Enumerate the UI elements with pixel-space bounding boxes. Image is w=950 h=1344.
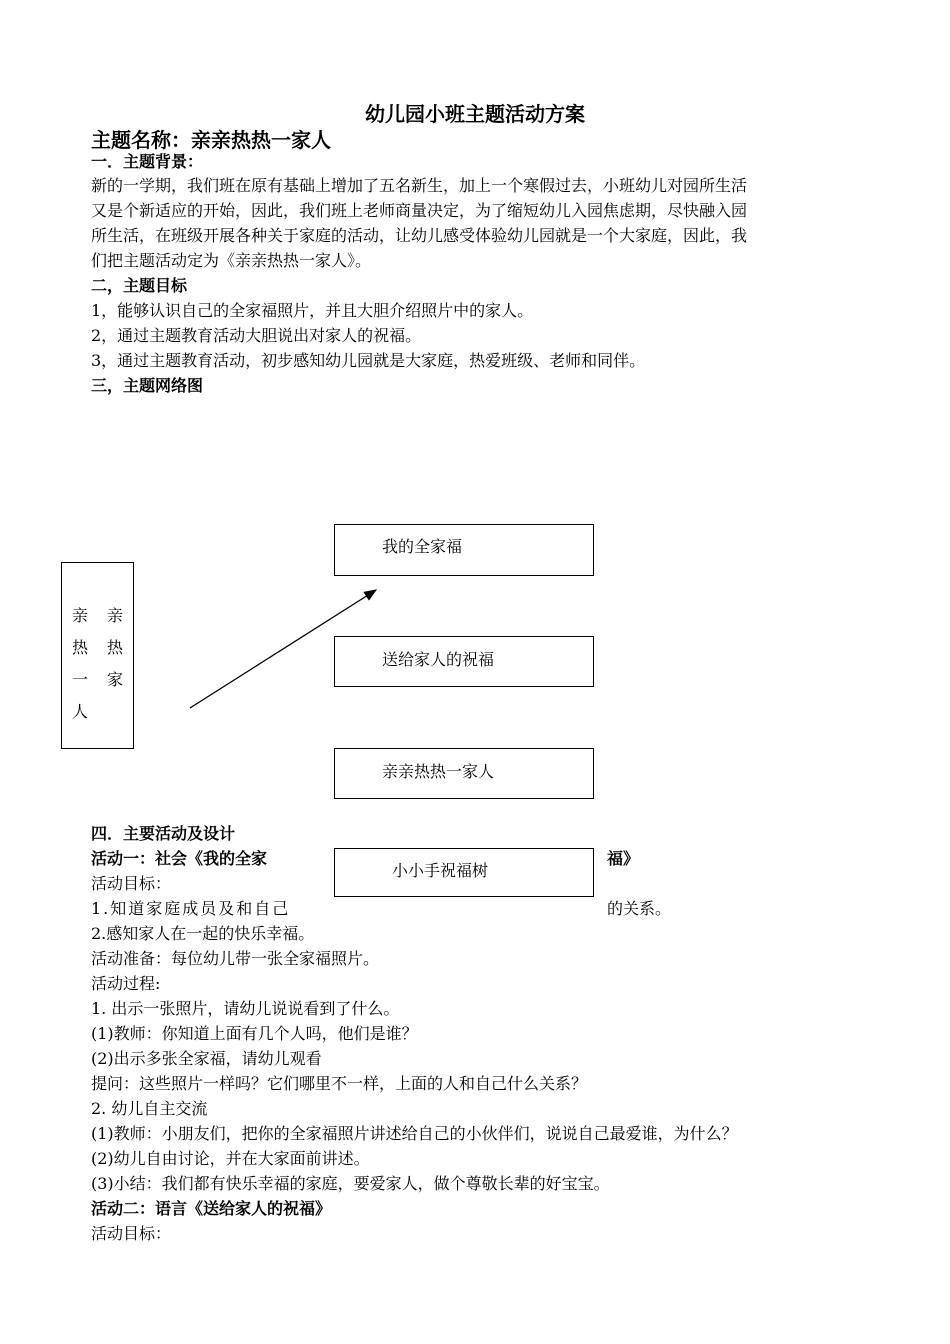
background-line: 所生活，在班级开展各种关于家庭的活动，让幼儿感受体验幼儿园就是一个大家庭，因此，我 [91, 226, 748, 245]
activity2-title: 活动二：语言《送给家人的祝福》 [91, 1199, 332, 1218]
process-line: 2. 幼儿自主交流 [91, 1099, 208, 1118]
activity1-goal2: 2.感知家人在一起的快乐幸福。 [91, 924, 315, 943]
process-line: (3)小结：我们都有快乐幸福的家庭，要爱家人，做个尊敬长辈的好宝宝。 [91, 1174, 610, 1193]
background-line: 新的一学期，我们班在原有基础上增加了五名新生，加上一个寒假过去，小班幼儿对园所生活 [91, 176, 748, 195]
background-line: 们把主题活动定为《亲亲热热一家人》。 [91, 251, 372, 270]
process-line: 1. 出示一张照片，请幼儿说说看到了什么。 [91, 999, 400, 1018]
activity1-prep: 活动准备：每位幼儿带一张全家福照片。 [91, 949, 380, 968]
section-activities-heading: 四．主要活动及设计 [91, 824, 236, 843]
section-background-heading: 一．主题背景： [91, 152, 204, 171]
goal-item: 2，通过主题教育活动大胆说出对家人的祝福。 [91, 326, 422, 345]
section-network-heading: 三，主题网络图 [91, 376, 204, 395]
center-char: 亲 [72, 606, 89, 625]
section-goals-heading: 二，主题目标 [91, 276, 188, 295]
center-char: 亲 [107, 606, 124, 625]
process-line: (1)教师：你知道上面有几个人吗，他们是谁？ [91, 1024, 418, 1043]
process-line: (2)幼儿自由讨论，并在大家面前讲述。 [91, 1149, 370, 1168]
diagram-box-label: 小小手祝福树 [392, 861, 489, 880]
center-char: 家 [107, 670, 124, 689]
center-char: 人 [72, 702, 89, 721]
goal-item: 1，能够认识自己的全家福照片，并且大胆介绍照片中的家人。 [91, 301, 534, 320]
center-char: 热 [107, 638, 124, 657]
diagram-box-label: 我的全家福 [382, 537, 463, 556]
diagram-box-label: 送给家人的祝福 [382, 650, 495, 669]
process-line: (2)出示多张全家福，请幼儿观看 [91, 1049, 322, 1068]
activity1-goal-label: 活动目标： [91, 874, 172, 893]
goal-item: 3，通过主题教育活动，初步感知幼儿园就是大家庭，热爱班级、老师和同伴。 [91, 351, 646, 370]
process-line: (1)教师：小朋友们，把你的全家福照片讲述给自己的小伙伴们，说说自己最爱谁，为什么？ [91, 1124, 738, 1143]
activity2-goal-label: 活动目标： [91, 1224, 172, 1243]
theme-name: 主题名称：亲亲热热一家人 [91, 128, 331, 152]
activity1-title-left: 活动一：社会《我的全家 [91, 849, 268, 868]
activity1-process-label: 活动过程: [91, 974, 161, 993]
diagram-box-family-photo [334, 524, 594, 576]
activity1-goal1-left: 1.知道家庭成员及和自己 [91, 899, 291, 918]
process-line: 提问：这些照片一样吗？它们哪里不一样，上面的人和自己什么关系？ [91, 1074, 588, 1093]
activity1-goal1-right: 的关系。 [607, 899, 672, 918]
diagram-box-label: 亲亲热热一家人 [382, 762, 495, 781]
activity1-title-right: 福》 [607, 849, 640, 868]
document-title: 幼儿园小班主题活动方案 [365, 102, 585, 126]
center-char: 一 [72, 670, 89, 689]
center-char: 热 [72, 638, 89, 657]
background-line: 又是个新适应的开始，因此，我们班上老师商量决定，为了缩短幼儿入园焦虑期，尽快融入园 [91, 201, 748, 220]
